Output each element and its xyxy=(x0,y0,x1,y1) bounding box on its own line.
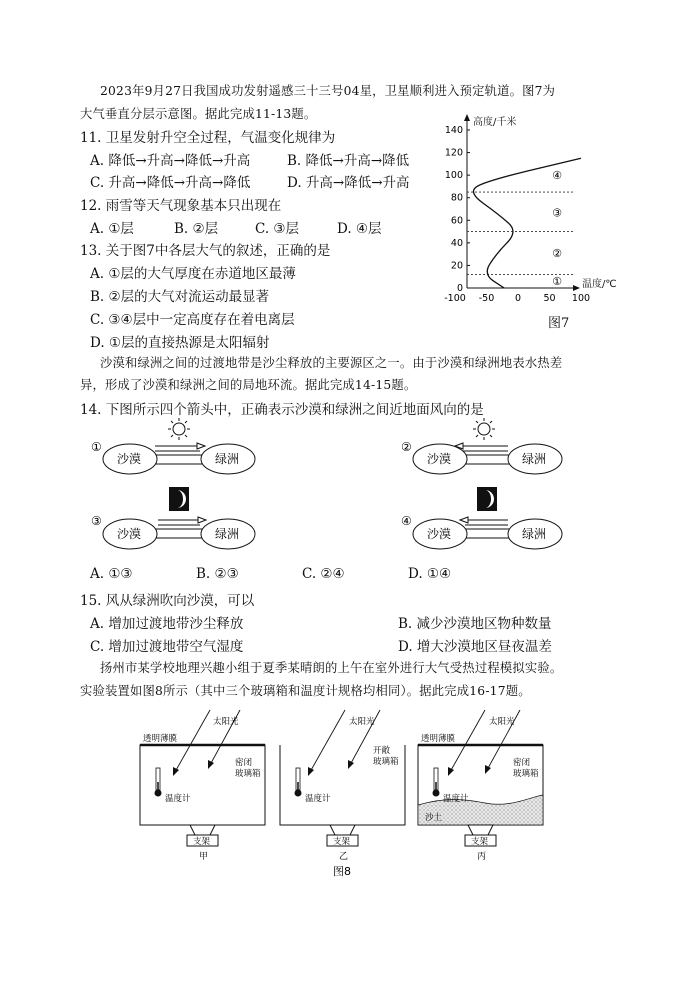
open-label: 开敞 xyxy=(373,746,391,756)
x-tick-label: 100 xyxy=(571,293,591,304)
y-tick-label: 20 xyxy=(450,260,463,272)
desert-label: 沙漠 xyxy=(117,452,142,466)
desert-label: 沙漠 xyxy=(427,452,452,466)
question-13-stem: 13. 关于图7中各层大气的叙述，正确的是 xyxy=(80,243,331,259)
box-label-yi: 乙 xyxy=(339,852,349,862)
sunlight-label: 太阳光 xyxy=(489,717,515,727)
wind-diagram-3 xyxy=(91,487,255,549)
layer-label: ③ xyxy=(552,206,562,220)
q12-option-d[interactable]: D. ④层 xyxy=(337,221,382,237)
q14-option-c[interactable]: C. ②④ xyxy=(302,566,345,582)
q13-option-b[interactable]: B. ②层的大气对流运动最显著 xyxy=(90,289,270,305)
y-tick-label: 140 xyxy=(444,125,463,136)
wind-diagrams xyxy=(80,415,620,555)
sealed-label: 玻璃箱 xyxy=(235,769,261,779)
figure-7-chart xyxy=(435,108,655,330)
q14-option-a[interactable]: A. ①③ xyxy=(90,566,133,582)
box-bing xyxy=(418,710,543,862)
sealed-label: 密闭 xyxy=(513,758,531,768)
y-tick-label: 100 xyxy=(444,170,463,182)
intro-line: 扬州市某学校地理兴趣小组于夏季某晴朗的上午在室外进行大气受热过程模拟实验。 xyxy=(100,661,563,675)
x-axis-arrow xyxy=(573,285,580,291)
box-label-jia: 甲 xyxy=(199,852,209,862)
wind-diagram-4 xyxy=(401,487,562,549)
x-axis-label: 温度/℃ xyxy=(582,279,617,290)
diagram-label: ③ xyxy=(91,514,102,528)
oasis-label: 绿洲 xyxy=(215,452,240,466)
y-tick-label: 0 xyxy=(456,283,463,294)
q15-option-d[interactable]: D. 增大沙漠地区昼夜温差 xyxy=(398,639,552,655)
sunlight-label: 太阳光 xyxy=(349,717,375,727)
thermometer-label: 温度计 xyxy=(443,794,469,804)
figure-8-diagram xyxy=(135,705,555,880)
y-tick-label: 80 xyxy=(450,192,463,204)
y-axis-arrow xyxy=(464,114,470,121)
wind-diagram-1 xyxy=(91,418,255,474)
temperature-curve xyxy=(474,158,581,288)
question-14-stem: 14. 下图所示四个箭头中，正确表示沙漠和绿洲之间近地面风向的是 xyxy=(80,402,484,418)
box-label-bing: 丙 xyxy=(477,852,487,862)
y-tick-label: 60 xyxy=(450,215,463,227)
film-label: 透明薄膜 xyxy=(421,734,456,744)
layer-label: ② xyxy=(552,247,562,261)
q13-option-a[interactable]: A. ①层的大气厚度在赤道地区最薄 xyxy=(90,266,296,282)
oasis-label: 绿洲 xyxy=(522,452,547,466)
intro-line: 2023年9月27日我国成功发射遥感三十三号04星，卫星顺利进入预定轨道。图7为 xyxy=(100,84,556,98)
q15-option-c[interactable]: C. 增加过渡地带空气湿度 xyxy=(90,639,244,655)
layer-label: ④ xyxy=(552,169,562,183)
q12-option-c[interactable]: C. ③层 xyxy=(255,221,300,237)
q13-option-c[interactable]: C. ③④层中一定高度存在着电离层 xyxy=(90,312,295,328)
intro-line: 沙漠和绿洲之间的过渡地带是沙尘释放的主要源区之一。由于沙漠和绿洲地表水热差 xyxy=(100,356,563,370)
desert-label: 沙漠 xyxy=(117,527,142,541)
diagram-label: ② xyxy=(401,440,412,454)
x-tick-label: -100 xyxy=(444,293,466,304)
diagram-label: ④ xyxy=(401,514,412,528)
x-tick-label: -50 xyxy=(478,293,495,304)
q15-option-b[interactable]: B. 减少沙漠地区物种数量 xyxy=(398,616,552,632)
question-12-stem: 12. 雨雪等天气现象基本只出现在 xyxy=(80,198,282,214)
sunlight-label: 太阳光 xyxy=(213,717,239,727)
q12-option-b[interactable]: B. ②层 xyxy=(174,221,219,237)
y-tick-label: 120 xyxy=(444,147,463,159)
moon-icon xyxy=(477,487,497,511)
q14-option-d[interactable]: D. ①④ xyxy=(408,566,452,582)
sealed-label: 密闭 xyxy=(235,758,253,768)
q11-option-d[interactable]: D. 升高→降低→升高 xyxy=(287,175,410,191)
desert-label: 沙漠 xyxy=(427,527,452,541)
stand-label: 支架 xyxy=(333,837,351,847)
oasis-label: 绿洲 xyxy=(215,527,240,541)
q13-option-d[interactable]: D. ①层的直接热源是太阳辐射 xyxy=(90,335,270,351)
x-tick-label: 50 xyxy=(543,293,556,304)
y-axis-label: 高度/千米 xyxy=(473,117,517,128)
question-15-stem: 15. 风从绿洲吹向沙漠，可以 xyxy=(80,593,255,609)
moon-icon xyxy=(169,487,189,511)
thermometer-label: 温度计 xyxy=(165,794,191,804)
x-tick-label: 0 xyxy=(514,293,522,304)
thermometer-icon xyxy=(295,768,302,797)
wind-diagram-2 xyxy=(401,418,562,474)
stand-label: 支架 xyxy=(471,837,489,847)
open-label: 玻璃箱 xyxy=(373,757,399,767)
q15-option-a[interactable]: A. 增加过渡地带沙尘释放 xyxy=(90,616,244,632)
intro-line: 异，形成了沙漠和绿洲之间的局地环流。据此完成14-15题。 xyxy=(80,378,417,392)
box-yi xyxy=(280,710,405,862)
y-tick-label: 40 xyxy=(450,237,463,249)
oasis-label: 绿洲 xyxy=(522,527,547,541)
film-label: 透明薄膜 xyxy=(143,734,178,744)
layer-label: ① xyxy=(552,275,562,289)
q11-option-a[interactable]: A. 降低→升高→降低→升高 xyxy=(90,153,251,169)
question-11-stem: 11. 卫星发射升空全过程，气温变化规律为 xyxy=(80,130,336,146)
q12-option-a[interactable]: A. ①层 xyxy=(90,221,134,237)
intro-line: 大气垂直分层示意图。据此完成11-13题。 xyxy=(80,107,317,121)
sealed-label: 玻璃箱 xyxy=(513,769,539,779)
q14-option-b[interactable]: B. ②③ xyxy=(196,566,239,582)
q11-option-c[interactable]: C. 升高→降低→升高→降低 xyxy=(90,175,251,191)
soil-label: 沙土 xyxy=(425,813,443,823)
figure-7-caption: 图7 xyxy=(548,316,570,331)
intro-line: 实验装置如图8所示（其中三个玻璃箱和温度计规格均相同）。据此完成16-17题。 xyxy=(80,684,531,698)
q11-option-b[interactable]: B. 降低→升高→降低 xyxy=(287,153,410,169)
diagram-label: ① xyxy=(91,440,102,454)
figure-8-caption: 图8 xyxy=(333,865,351,878)
sun-icon xyxy=(473,418,495,440)
thermometer-label: 温度计 xyxy=(305,794,331,804)
box-jia xyxy=(140,710,265,862)
stand-label: 支架 xyxy=(193,837,211,847)
sun-icon xyxy=(168,418,190,440)
